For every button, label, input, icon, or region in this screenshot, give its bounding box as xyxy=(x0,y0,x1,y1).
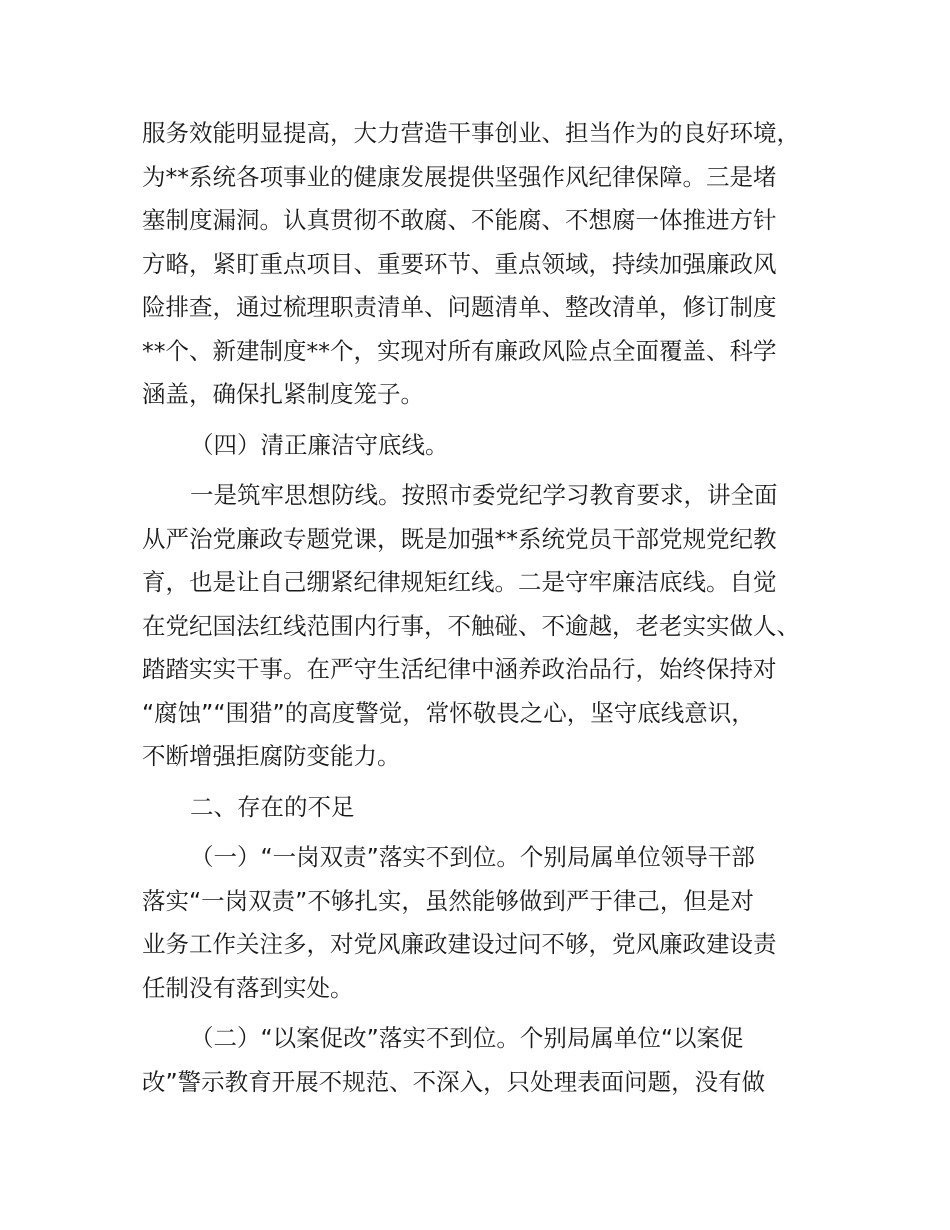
text-line: 为**系统各项事业的健康发展提供坚强作风纪律保障。三是堵 xyxy=(142,162,777,191)
text-line: 从严治党廉政专题党课，既是加强**系统党员干部党规党纪教 xyxy=(142,524,777,553)
shortfall-one-paragraph xyxy=(142,836,832,1010)
shortfall-two-paragraph xyxy=(142,1017,832,1104)
text-line: 涵盖，确保扎紧制度笼子。 xyxy=(142,380,424,408)
text-line: 育，也是让自己绷紧纪律规矩红线。二是守牢廉洁底线。自觉 xyxy=(142,568,777,596)
text-line: 服务效能明显提高，大力营造干事创业、担当作为的良好环境， xyxy=(142,119,800,147)
text-line: （四）清正廉洁守底线。 xyxy=(190,430,449,459)
text-line: 二、存在的不足 xyxy=(190,792,355,821)
text-line: 一是筑牢思想防线。按照市委党纪学习教育要求，讲全面 xyxy=(190,481,778,509)
text-line: （一）“一岗双责”落实不到位。个别局属单位领导干部 xyxy=(190,843,755,871)
text-line: “腐蚀”“围猎”的高度警觉，常怀敬畏之心，坚守底线意识， xyxy=(142,698,755,727)
text-line: 在党纪国法红线范围内行事，不触碰、不逾越，老老实实做人、 xyxy=(142,611,800,640)
text-line: 任制没有落到实处。 xyxy=(142,973,354,1002)
text-line: 方略，紧盯重点项目、重要环节、重点领域，持续加强廉政风 xyxy=(142,249,777,278)
defense-line-paragraph xyxy=(142,474,832,779)
text-line: 险排查，通过梳理职责清单、问题清单、整改清单，修订制度 xyxy=(142,293,777,321)
text-line: （二）“以案促改”落实不到位。个别局属单位“以案促 xyxy=(190,1024,744,1052)
text-line: 改”警示教育开展不规范、不深入，只处理表面问题，没有做 xyxy=(142,1067,766,1096)
document-body xyxy=(142,112,832,1104)
text-line: 业务工作关注多，对党风廉政建设过问不够，党风廉政建设责 xyxy=(142,930,777,958)
subheading-integrity xyxy=(142,424,832,468)
text-line: 不断增强拒腐防变能力。 xyxy=(142,742,401,770)
text-line: 塞制度漏洞。认真贯彻不敢腐、不能腐、不想腐一体推进方针 xyxy=(142,206,777,234)
continuation-paragraph xyxy=(142,112,832,417)
text-line: 踏踏实实干事。在严守生活纪律中涵养政治品行，始终保持对 xyxy=(142,655,777,683)
text-line: **个、新建制度**个，实现对所有廉政风险点全面覆盖、科学 xyxy=(142,336,777,365)
section-heading-shortcomings xyxy=(142,786,832,830)
text-line: 落实“一岗双责”不够扎实，虽然能够做到严于律己，但是对 xyxy=(142,886,754,915)
